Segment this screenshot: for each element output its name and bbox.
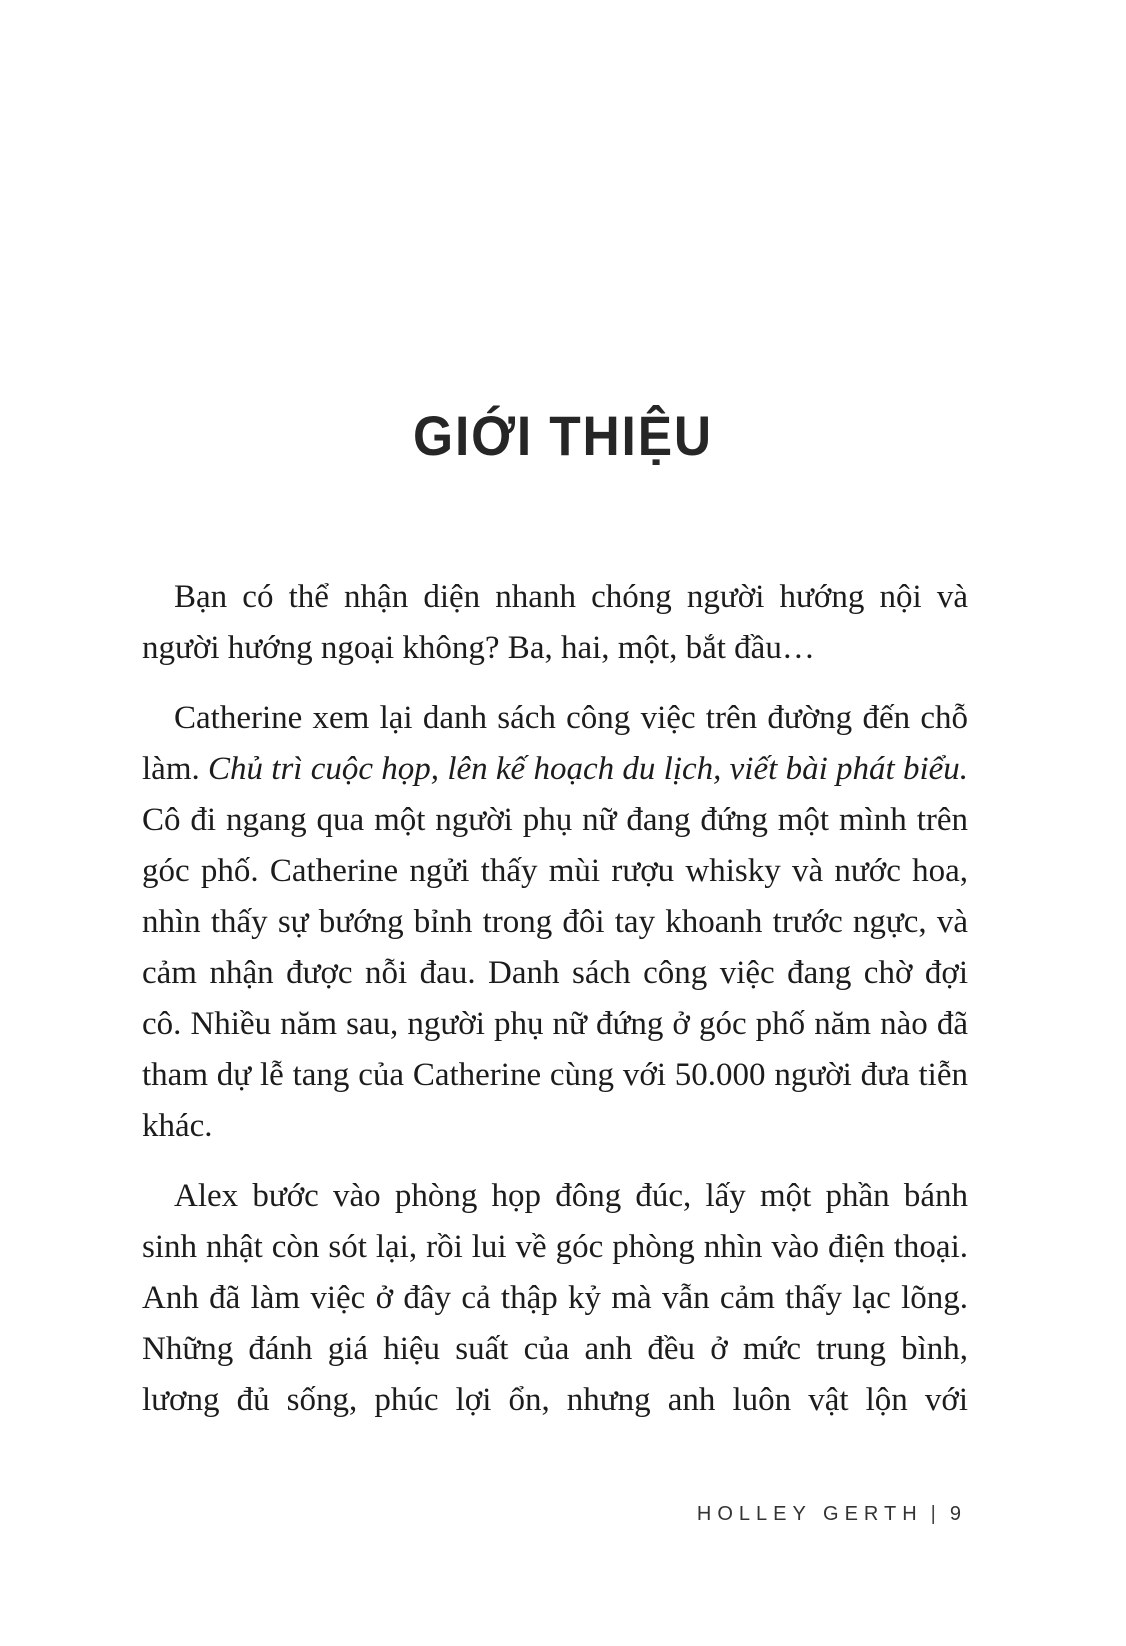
paragraph	[142, 572, 968, 674]
text-segment: Cô đi ngang qua một người phụ nữ đang đứng một mình trên góc phố. Catherine ngửi thấy mùi rượu whisky và nước hoa, nhìn thấy sự bướng bỉnh trong đôi tay khoanh trước ngực, và cảm nhận được nỗi đau. Danh sách công việc đang chờ đợi cô. Nhiều năm sau, người phụ nữ đứng ở góc phố năm nào đã tham dự lễ tang của Catherine cùng với 50.000 người đưa tiễn khác.	[142, 802, 968, 1144]
text-segment: Bạn có thể nhận diện nhanh chóng người hướng nội và người hướng ngoại không? Ba, hai, một, bắt đầu…	[142, 579, 968, 666]
text-segment: Catherine xem lại danh sách công việc trên đường đến chỗ làm.	[142, 700, 968, 787]
page-body	[142, 572, 968, 1426]
page-footer	[697, 1503, 967, 1526]
paragraph	[142, 693, 968, 1152]
chapter-title: GIỚI THIỆU	[413, 403, 713, 467]
footer-divider: |	[930, 1503, 942, 1525]
text-segment: Alex bước vào phòng họp đông đúc, lấy một phần bánh sinh nhật còn sót lại, rồi lui về góc phòng nhìn vào điện thoại. Anh đã làm việc ở đây cả thập kỷ mà vẫn cảm thấy lạc lõng. Những đánh giá hiệu suất của anh đều ở mức trung bình, lương đủ sống, phúc lợi ổn, nhưng anh luôn vật lộn với	[142, 1178, 968, 1418]
paragraph	[142, 1171, 968, 1426]
footer-page-number: 9	[949, 1503, 967, 1525]
footer-author: HOLLEY GERTH	[696, 1503, 923, 1525]
italic-text-segment: Chủ trì cuộc họp, lên kế hoạch du lịch, viết bài phát biểu.	[208, 751, 969, 787]
